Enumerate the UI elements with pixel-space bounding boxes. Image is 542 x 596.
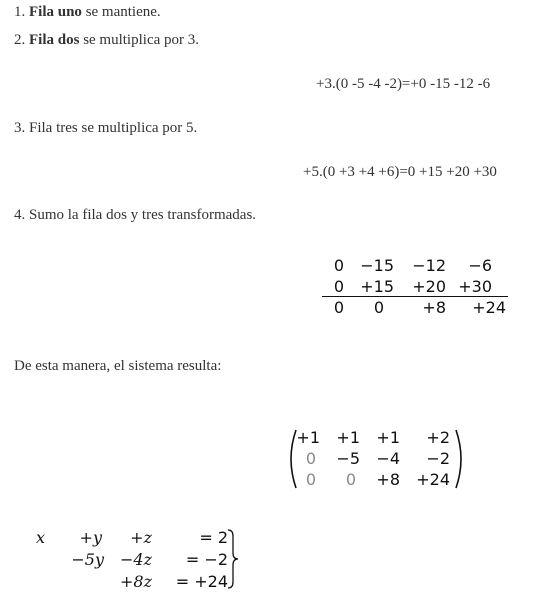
system-brace (226, 526, 240, 592)
matrix-cell: 0 (345, 470, 356, 489)
matrix-cell: +1 (336, 428, 360, 447)
sum-cell: +24 (472, 298, 506, 317)
eq-term: −5y (71, 550, 104, 569)
sum-cell: 0 (333, 277, 344, 296)
step-number: 4. (14, 207, 26, 223)
matrix-cell: +8 (376, 470, 400, 489)
sum-cell: +8 (422, 298, 446, 317)
calc-row-three: +5.(0 +3 +4 +6)=0 +15 +20 +30 (303, 164, 497, 180)
sum-cell: 0 (333, 256, 344, 275)
step-text: Sumo la fila dos y tres transformadas. (29, 207, 257, 223)
matrix-cell: +1 (376, 428, 400, 447)
step-text: se multiplica por 3. (79, 32, 199, 48)
eq-term: = 2 (199, 528, 228, 547)
step-1 (14, 4, 161, 21)
step-text: Fila tres se multiplica por 5. (29, 120, 198, 136)
step-3 (14, 120, 197, 137)
sum-cell: −15 (360, 256, 394, 275)
matrix-cell: 0 (305, 470, 316, 489)
sum-cell: −12 (412, 256, 446, 275)
eq-term: +z (130, 528, 152, 547)
eq-term: = −2 (185, 550, 228, 569)
step-number: 1. (14, 4, 26, 20)
eq-term: +y (79, 528, 102, 547)
matrix-cell: +2 (426, 428, 450, 447)
step-number: 3. (14, 120, 26, 136)
equation-system (36, 526, 246, 592)
sum-cell: −6 (468, 256, 492, 275)
eq-term: −4z (119, 550, 152, 569)
sum-line (322, 296, 508, 297)
matrix-cell: −4 (376, 449, 400, 468)
step-number: 2. (14, 32, 26, 48)
eq-term: = +24 (175, 572, 228, 591)
eq-term: x (36, 528, 46, 547)
step-bold: Fila dos (29, 32, 80, 48)
step-4 (14, 207, 256, 224)
result-matrix (286, 426, 470, 492)
conclusion-text: De esta manera, el sistema resulta: (14, 358, 222, 374)
sum-cell: +30 (458, 277, 492, 296)
step-bold: Fila uno (29, 4, 82, 20)
sum-cell: 0 (373, 298, 384, 317)
matrix-cell: +1 (296, 428, 320, 447)
sum-cell: 0 (333, 298, 344, 317)
step-2 (14, 32, 199, 49)
sum-cell: +20 (412, 277, 446, 296)
matrix-cell: −2 (426, 449, 450, 468)
matrix-cell: 0 (305, 449, 316, 468)
sum-table (318, 254, 518, 324)
calc-row-two: +3.(0 -5 -4 -2)=+0 -15 -12 -6 (316, 76, 491, 92)
step-text: se mantiene. (81, 4, 161, 20)
sum-cell: +15 (360, 277, 394, 296)
eq-term: +8z (119, 572, 152, 591)
matrix-cell: +24 (416, 470, 450, 489)
matrix-cell: −5 (336, 449, 360, 468)
